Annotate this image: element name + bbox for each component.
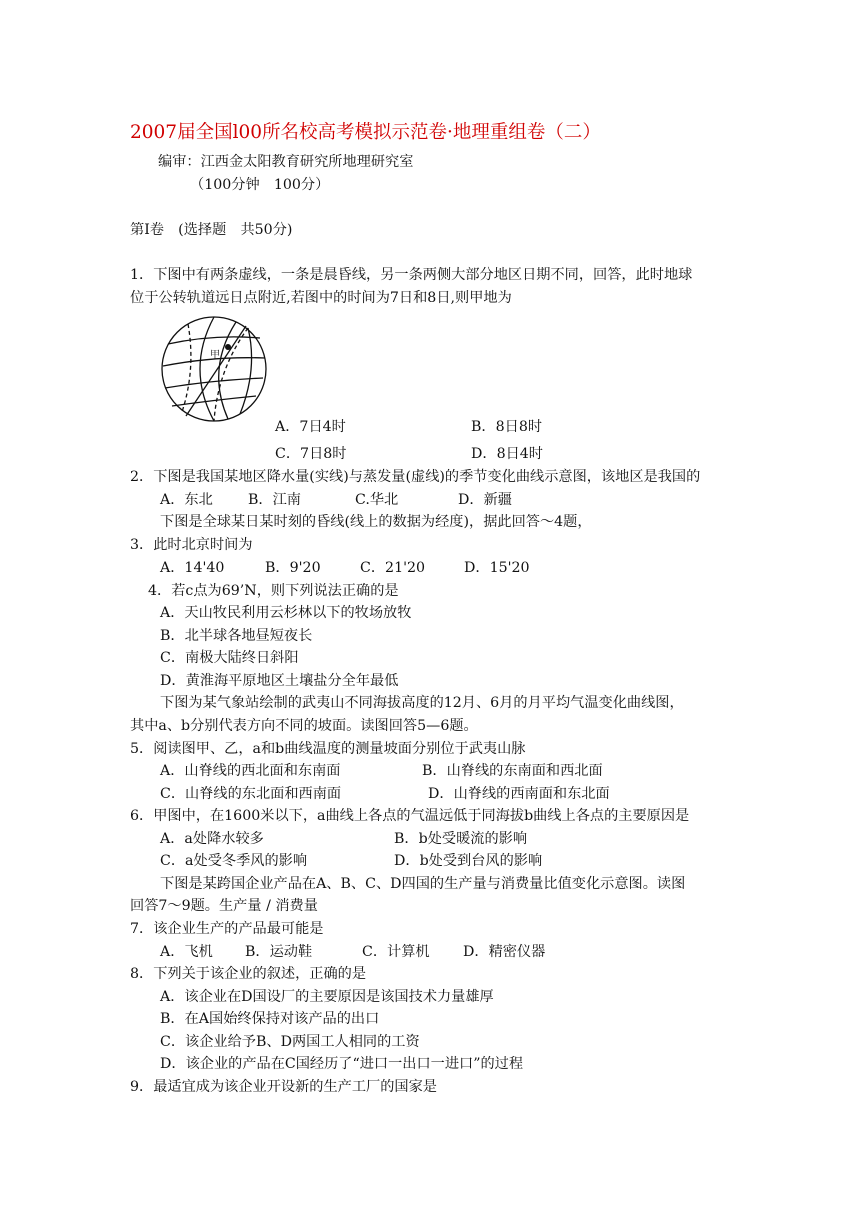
question-5-stem: 5．阅读图甲、乙，a和b曲线温度的测量坡面分别位于武夷山脉 [130,741,526,757]
q2-option-c[interactable]: C.华北 [355,492,399,508]
q6-option-c[interactable]: C．a处受冬季风的影响 [160,853,308,869]
q2-option-b[interactable]: B．江南 [248,492,301,508]
question-3-stem: 3．此时北京时间为 [130,537,253,553]
q5-option-b[interactable]: B．山脊线的东南面和西北面 [422,763,603,779]
intro-q7-q9-line1: 下图是某跨国企业产品在A、B、C、D四国的生产量与消费量比值变化示意图。读图 [160,876,686,892]
section-heading: 第Ⅰ卷 (选择题 共50分) [130,222,293,238]
q5-option-c[interactable]: C．山脊线的东北面和西南面 [160,786,342,802]
q3-option-a[interactable]: A．14'40 [160,560,225,576]
intro-q7-q9-line2: 回答7～9题。生产量 / 消费量 [130,898,318,914]
q7-option-b[interactable]: B．运动鞋 [245,944,313,960]
q1-option-a[interactable]: A．7日4时 [275,419,346,435]
question-9-stem: 9．最适宜成为该企业开设新的生产工厂的国家是 [130,1079,437,1095]
q8-option-d[interactable]: D．该企业的产品在C国经历了“进口一出口一进口”的过程 [160,1056,524,1072]
editor-line: 编审：江西金太阳教育研究所地理研究室 [158,154,414,170]
dashed-line [182,324,191,412]
q1-option-d[interactable]: D．8日4时 [471,446,543,462]
q6-option-a[interactable]: A．a处降水较多 [160,831,264,847]
q7-option-c[interactable]: C．计算机 [362,944,430,960]
intro-q3-q4: 下图是全球某日某时刻的昏线(线上的数据为经度)，据此回答～4题， [160,514,592,530]
figure-label-jia: 甲 [210,350,220,361]
meridian-line [200,317,214,421]
question-4-stem: 4．若c点为69’N，则下列说法正确的是 [148,583,399,599]
q8-option-b[interactable]: B．在A国始终保持对该产品的出口 [160,1011,380,1027]
q4-option-c[interactable]: C．南极大陆终日斜阳 [160,650,299,666]
point-jia [225,344,231,350]
q3-option-c[interactable]: C．21'20 [360,560,426,576]
q1-option-b[interactable]: B．8日8时 [471,419,543,435]
q4-option-d[interactable]: D．黄淮海平原地区土壤盐分全年最低 [160,673,399,689]
q2-option-a[interactable]: A．东北 [160,492,213,508]
question-2-stem: 2．下图是我国某地区降水量(实线)与蒸发量(虚线)的季节变化曲线示意图，该地区是我国的 [130,469,701,485]
question-1-stem-line1: 1．下图中有两条虚线，一条是晨昏线，另一条两侧大部分地区日期不同，回答，此时地球 [130,267,693,283]
intro-q5-q6-line1: 下图为某气象站绘制的武夷山不同海拔高度的12月、6月的月平均气温变化曲线图， [160,695,684,711]
question-8-stem: 8．下列关于该企业的叙述，正确的是 [130,966,367,982]
q4-option-b[interactable]: B．北半球各地昼短夜长 [160,628,313,644]
q8-option-c[interactable]: C．该企业给予B、D两国工人相同的工资 [160,1034,420,1050]
globe-figure [158,312,270,428]
q3-option-b[interactable]: B．9'20 [265,560,321,576]
q5-option-a[interactable]: A．山脊线的西北面和东南面 [160,763,341,779]
time-score-line: （100分钟 100分） [190,177,330,193]
q2-option-d[interactable]: D．新疆 [458,492,512,508]
q8-option-a[interactable]: A．该企业在D国设厂的主要原因是该国技术力量雄厚 [160,989,494,1005]
q3-option-d[interactable]: D．15'20 [464,560,530,576]
q4-option-a[interactable]: A．天山牧民利用云杉林以下的牧场放牧 [160,605,412,621]
question-7-stem: 7．该企业生产的产品最可能是 [130,921,324,937]
q6-option-d[interactable]: D．b处受到台风的影响 [394,853,543,869]
q5-option-d[interactable]: D．山脊线的西南面和东北面 [428,786,610,802]
q1-option-c[interactable]: C．7日8时 [275,446,347,462]
q7-option-a[interactable]: A．飞机 [160,944,213,960]
question-1-stem-line2: 位于公转轨道远日点附近,若图中的时间为7日和8日,则甲地为 [130,290,512,306]
q7-option-d[interactable]: D．精密仪器 [463,944,546,960]
q6-option-b[interactable]: B．b处受暖流的影响 [394,831,528,847]
meridian-line [240,328,252,414]
page-title: 2007届全国l00所名校高考模拟示范卷·地理重组卷（二） [130,122,601,143]
question-6-stem: 6．甲图中，在1600米以下，a曲线上各点的气温远低于同海拔b曲线上各点的主要原因是 [130,808,690,824]
intro-q5-q6-line2: 其中a、b分别代表方向不同的坡面。读图回答5—6题。 [130,718,478,734]
latitude-line [168,337,260,344]
